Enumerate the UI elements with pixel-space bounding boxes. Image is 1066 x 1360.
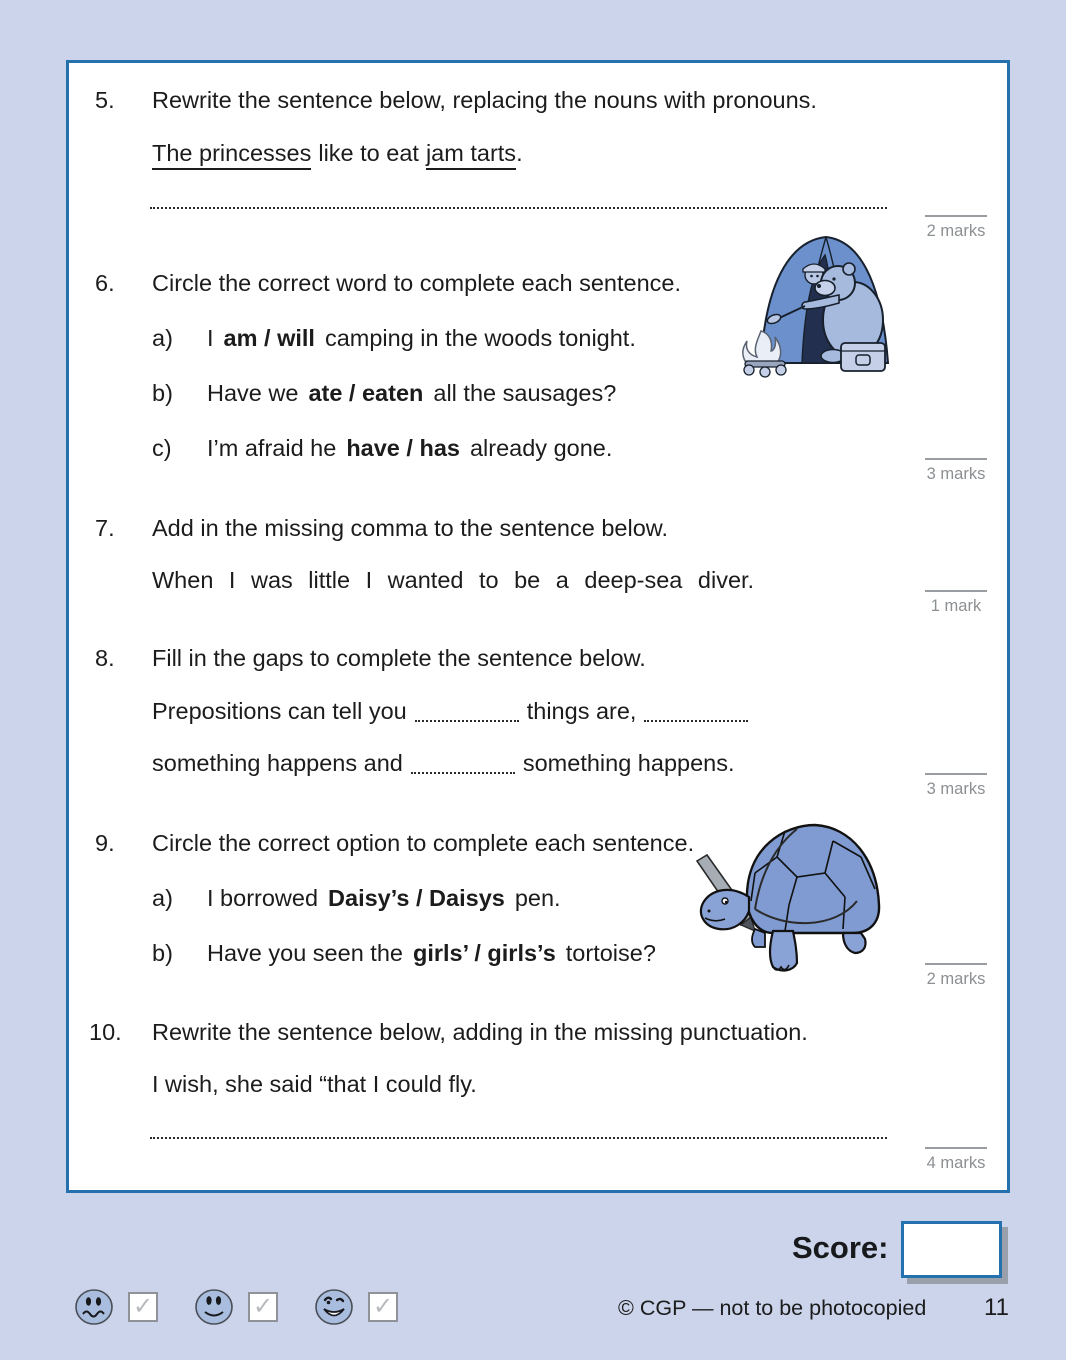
word-options-q9b[interactable]: girls’ / girls’s	[412, 940, 556, 966]
word-options-q6b[interactable]: ate / eaten	[308, 380, 424, 406]
question-10-sentence: I wish, she said “that I could fly.	[152, 1071, 477, 1097]
neutral-face-icon	[194, 1287, 234, 1327]
answer-line-q10[interactable]	[150, 1137, 887, 1139]
question-10-number: 10.	[89, 1019, 122, 1045]
copyright-notice: © CGP — not to be photocopied	[618, 1296, 927, 1320]
question-5-number: 5.	[95, 87, 115, 113]
score-input-box[interactable]	[901, 1221, 1002, 1278]
self-assessment-row	[74, 1287, 398, 1327]
question-9b: b) Have you seen the girls’ / girls’s tortoise?	[152, 940, 656, 966]
worried-checkbox[interactable]	[128, 1292, 158, 1322]
question-9a: a) I borrowed Daisy’s / Daisys pen.	[152, 885, 561, 911]
question-7-number: 7.	[95, 515, 115, 541]
tortoise-pencil-illustration	[685, 801, 900, 986]
question-8-line2: something happens and something happens.	[152, 750, 735, 776]
happy-face-icon	[314, 1287, 354, 1327]
happy-checkbox[interactable]	[368, 1292, 398, 1322]
fill-in-gap-2[interactable]	[644, 720, 748, 722]
score-label: Score:	[792, 1230, 889, 1265]
marks-badge-q9: 2 marks	[925, 963, 987, 989]
question-6-number: 6.	[95, 270, 115, 296]
marks-badge-q5: 2 marks	[925, 215, 987, 241]
check-icon: ✓	[252, 1293, 274, 1320]
word-options-q9a[interactable]: Daisy’s / Daisys	[328, 885, 505, 911]
question-8-prompt: Fill in the gaps to complete the sentence below.	[152, 645, 646, 671]
fill-in-gap-1[interactable]	[415, 720, 519, 722]
self-assessment-happy	[314, 1287, 398, 1327]
marks-badge-q6: 3 marks	[925, 458, 987, 484]
check-icon: ✓	[372, 1293, 394, 1320]
neutral-checkbox[interactable]	[248, 1292, 278, 1322]
question-10-prompt: Rewrite the sentence below, adding in the missing punctuation.	[152, 1019, 808, 1045]
question-8-line1: Prepositions can tell you things are,	[152, 698, 756, 725]
answer-line-q5[interactable]	[150, 207, 887, 209]
self-assessment-worried	[74, 1287, 158, 1327]
self-assessment-neutral	[194, 1287, 278, 1327]
underlined-noun-phrase: The princesses	[152, 140, 311, 170]
page-number: 11	[984, 1294, 1009, 1321]
marks-badge-q8: 3 marks	[925, 773, 987, 799]
marks-badge-q10: 4 marks	[925, 1147, 987, 1173]
question-7-prompt: Add in the missing comma to the sentence below.	[152, 515, 668, 541]
underlined-noun-phrase: jam tarts	[426, 140, 516, 170]
question-6b: b) Have we ate / eaten all the sausages?	[152, 380, 617, 406]
question-5-sentence: The princesses like to eat jam tarts.	[152, 140, 523, 167]
question-9-number: 9.	[95, 830, 115, 856]
question-7-sentence[interactable]: When I was little I wanted to be a deep-sea diver.	[152, 567, 755, 593]
question-6a: a) I am / will camping in the woods tonight.	[152, 325, 636, 351]
question-5-prompt: Rewrite the sentence below, replacing the nouns with pronouns.	[152, 87, 817, 113]
check-icon: ✓	[132, 1293, 154, 1320]
question-9-prompt: Circle the correct option to complete each sentence.	[152, 830, 695, 856]
word-options-q6a[interactable]: am / will	[223, 325, 315, 351]
question-6c: c) I’m afraid he have / has already gone.	[152, 435, 613, 461]
question-box	[66, 60, 1010, 1193]
marks-badge-q7: 1 mark	[925, 590, 987, 616]
question-8-number: 8.	[95, 645, 115, 671]
question-6-prompt: Circle the correct word to complete each sentence.	[152, 270, 682, 296]
word-options-q6c[interactable]: have / has	[346, 435, 460, 461]
fill-in-gap-3[interactable]	[411, 772, 515, 774]
worried-face-icon	[74, 1287, 114, 1327]
camping-bear-illustration	[741, 223, 911, 381]
